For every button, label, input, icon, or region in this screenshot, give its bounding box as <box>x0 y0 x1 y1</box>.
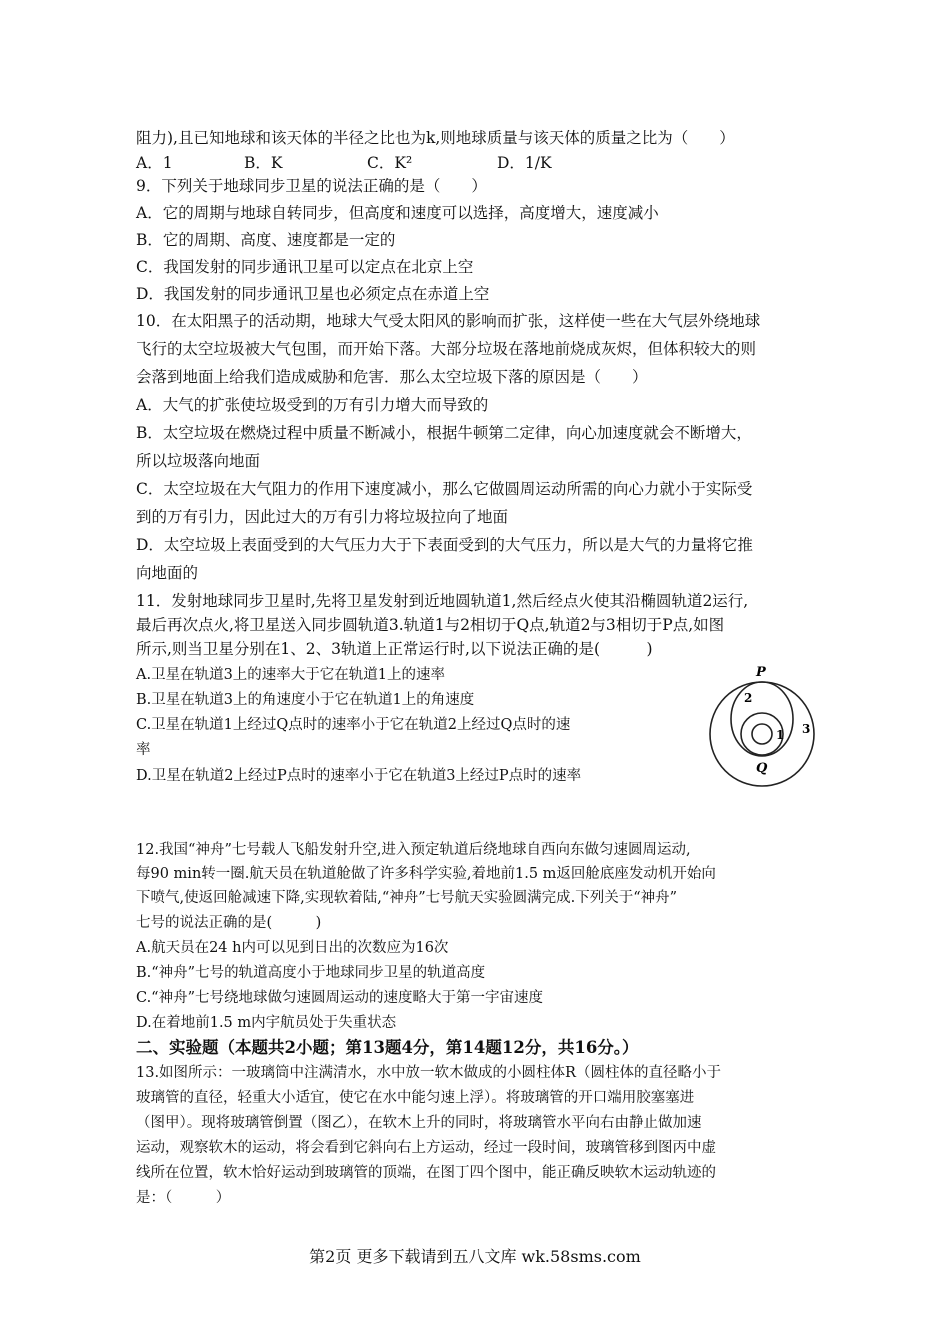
orbit-diagram <box>704 658 830 788</box>
point-p-label: P <box>756 665 766 680</box>
q12-stem-line3: 下喷气,使返回舱减速下降,实现软着陆,“神舟”七号航天实验圆满完成.下列关于“神舟” <box>136 890 678 906</box>
q8-option-c: C．K² <box>367 154 413 172</box>
q8-option-a: A．1 <box>136 154 173 172</box>
q10-option-b-line2: 所以垃圾落向地面 <box>136 452 261 470</box>
q12-option-b: B.“神舟”七号的轨道高度小于地球同步卫星的轨道高度 <box>136 965 486 981</box>
q10-stem-line2: 飞行的太空垃圾被大气包围，而开始下落。大部分垃圾在落地前烧成灰烬，但体积较大的则 <box>136 340 757 358</box>
q11-option-a: A.卫星在轨道3上的速率大于它在轨道1上的速率 <box>136 667 446 683</box>
page-footer: 第2页 更多下载请到五八文库 wk.58sms.com <box>309 1247 641 1266</box>
q10-option-c-line2: 到的万有引力，因此过大的万有引力将垃圾拉向了地面 <box>136 508 509 526</box>
q8-option-d: D．1/K <box>497 154 552 172</box>
q13-stem-line2: 玻璃管的直径，轻重大小适宜，使它在水中能匀速上浮）。将玻璃管的开口端用胶塞塞进 <box>136 1090 695 1106</box>
q9-option-a: A．它的周期与地球自转同步，但高度和速度可以选择，高度增大，速度减小 <box>136 204 659 222</box>
q13-stem-line1: 13.如图所示：一玻璃筒中注满清水，水中放一软木做成的小圆柱体R（圆柱体的直径略小于 <box>136 1065 721 1081</box>
q10-option-d-line1: D．太空垃圾上表面受到的大气压力大于下表面受到的大气压力，所以是大气的力量将它推 <box>136 536 753 554</box>
q11-option-b: B.卫星在轨道3上的角速度小于它在轨道1上的角速度 <box>136 692 475 708</box>
q13-stem-line3: （图甲）。现将玻璃管倒置（图乙），在软木上升的同时，将玻璃管水平向右由静止做加速 <box>136 1115 702 1131</box>
q11-stem-line3: 所示,则当卫星分别在1、2、3轨道上正常运行时,以下说法正确的是( ) <box>136 640 653 658</box>
q11-option-d: D.卫星在轨道2上经过P点时的速率小于它在轨道3上经过P点时的速率 <box>136 768 582 784</box>
q9-option-c: C．我国发射的同步通讯卫星可以定点在北京上空 <box>136 258 474 276</box>
q11-option-c-line1: C.卫星在轨道1上经过Q点时的速率小于它在轨道2上经过Q点时的速 <box>136 717 571 733</box>
q11-option-c-line2: 率 <box>136 742 151 758</box>
q9-stem: 9．下列关于地球同步卫星的说法正确的是（ ） <box>136 177 487 195</box>
q12-option-c: C.“神舟”七号绕地球做匀速圆周运动的速度略大于第一宇宙速度 <box>136 990 544 1006</box>
q10-option-b-line1: B．太空垃圾在燃烧过程中质量不断减小，根据牛顿第二定律，向心加速度就会不断增大， <box>136 424 752 442</box>
q10-option-d-line2: 向地面的 <box>136 564 199 582</box>
q12-stem-line1: 12.我国“神舟”七号载人飞船发射升空,进入预定轨道后绕地球自西向东做匀速圆周运动, <box>136 842 691 858</box>
q8-stem-tail: 阻力),且已知地球和该天体的半径之比也为k,则地球质量与该天体的质量之比为（ ） <box>136 129 735 147</box>
orbit-2-label: 2 <box>744 691 753 705</box>
q12-stem-line2: 每90 min转一圈.航天员在轨道舱做了许多科学实验,着地前1.5 m返回舱底座发动机开始向 <box>136 866 716 882</box>
q13-stem-line5: 线所在位置，软木恰好运动到玻璃管的顶端，在图丁四个图中，能正确反映软木运动轨迹的 <box>136 1165 716 1181</box>
q12-stem-line4: 七号的说法正确的是( ) <box>136 915 322 931</box>
q12-option-a: A.航天员在24 h内可以见到日出的次数应为16次 <box>136 940 449 956</box>
q10-stem-line3: 会落到地面上给我们造成威胁和危害．那么太空垃圾下落的原因是（ ） <box>136 368 648 386</box>
q13-stem-line4: 运动，观察软木的运动，将会看到它斜向右上方运动，经过一段时间，玻璃管移到图丙中虚 <box>136 1140 716 1156</box>
orbit-2-ellipse <box>731 682 793 756</box>
section-2-heading: 二、实验题（本题共2小题；第13题4分，第14题12分，共16分。） <box>136 1038 639 1057</box>
q10-stem-line1: 10．在太阳黑子的活动期，地球大气受太阳风的影响而扩张，这样使一些在大气层外绕地球 <box>136 312 761 330</box>
q9-option-b: B．它的周期、高度、速度都是一定的 <box>136 231 396 249</box>
q12-option-d: D.在着地前1.5 m内宇航员处于失重状态 <box>136 1015 397 1031</box>
orbit-1-label: 1 <box>776 728 785 742</box>
q13-stem-line6: 是：（ ） <box>136 1190 231 1206</box>
q8-option-b: B．K <box>244 154 283 172</box>
q11-stem-line1: 11．发射地球同步卫星时,先将卫星发射到近地圆轨道1,然后经点火使其沿椭圆轨道2运行, <box>136 592 749 610</box>
orbit-3-label: 3 <box>802 722 811 736</box>
q9-option-d: D．我国发射的同步通讯卫星也必须定点在赤道上空 <box>136 285 490 303</box>
earth-circle <box>752 724 772 744</box>
q11-stem-line2: 最后再次点火,将卫星送入同步圆轨道3.轨道1与2相切于Q点,轨道2与3相切于P点,如图 <box>136 616 725 634</box>
q10-option-c-line1: C．太空垃圾在大气阻力的作用下速度减小，那么它做圆周运动所需的向心力就小于实际受 <box>136 480 753 498</box>
point-q-label: Q <box>756 761 768 776</box>
q10-option-a: A．大气的扩张使垃圾受到的万有引力增大而导致的 <box>136 396 489 414</box>
